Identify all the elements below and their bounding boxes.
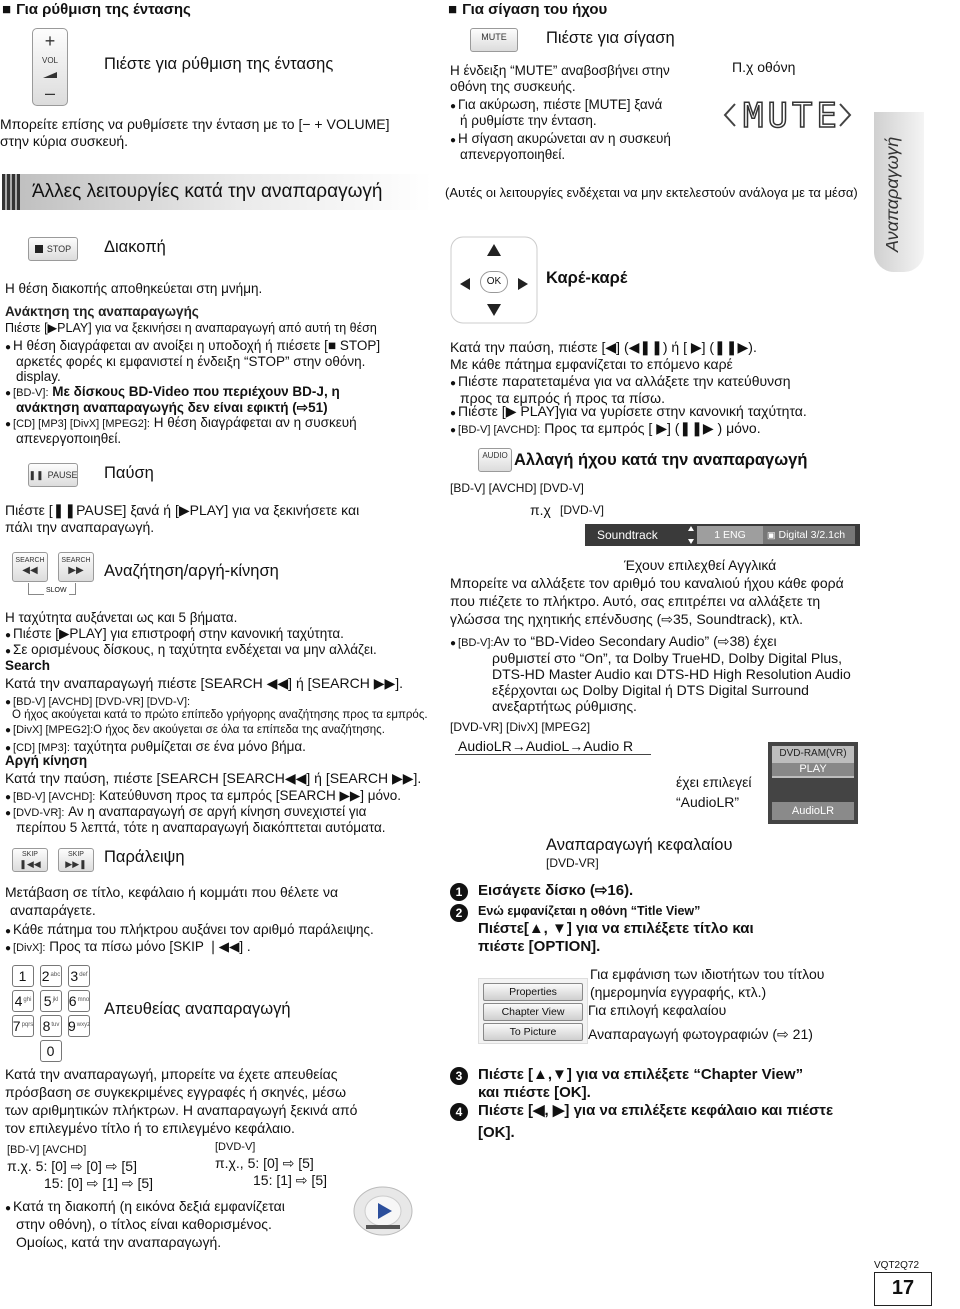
vol-label: VOL	[41, 56, 58, 66]
frame-title: Καρέ-καρέ	[546, 269, 628, 287]
stop-icon	[35, 245, 43, 253]
search-line-2: ● Πιέστε [▶PLAY] για επιστροφή στην κανονική ταχύτητα.	[5, 626, 344, 642]
osd-panel	[768, 742, 858, 824]
stop-line-7: ανάκτηση αναπαραγωγής δεν είναι εφικτή (⇨51)	[16, 400, 328, 415]
audio-line-8: ανεξαρτήτως ρύθμισης.	[492, 698, 637, 714]
pause-button[interactable]: ❚❚ PAUSE	[28, 463, 78, 487]
frame-line-4: προς τα εμπρός ή προς τα πίσω.	[460, 390, 665, 406]
volume-desc-2: στην κύρια συσκευή.	[0, 133, 129, 149]
soundtrack-format: ▣ Digital 3/2.1ch	[763, 526, 855, 544]
number-key[interactable]: 8 tuv	[40, 1015, 62, 1037]
direct-line-6: στην οθόνη), ο τίτλος είναι καθορισμένος.	[16, 1216, 272, 1232]
number-key[interactable]: 1	[12, 965, 34, 987]
chapter-step-3a: Πιέστε [▲,▼] για να επιλέξετε “Chapter View”	[478, 1066, 804, 1083]
chapter-desc-3: Για επιλογή κεφαλαίου	[588, 1002, 727, 1018]
side-tab-label: Αναπαραγωγή	[882, 136, 902, 252]
volume-desc-1: Μπορείτε επίσης να ρυθμίσετε την ένταση με το [− + VOLUME]	[0, 116, 390, 132]
skip-line-2: αναπαράγετε.	[10, 902, 96, 918]
search-line-11: ● [DVD-VR]: Αν η αναπαραγωγή σε αργή κίνηση συνεχιστεί για	[5, 804, 366, 820]
mute-line-5: ● Η σίγαση ακυρώνεται αν η συσκευή	[450, 131, 671, 147]
osd-audio: AudioLR	[772, 802, 854, 820]
step-number: 1	[450, 883, 468, 901]
slow-label: SLOW	[46, 587, 67, 594]
stop-line-9: απενεργοποιηθεί.	[16, 431, 122, 446]
audio-selected-1: έχει επιλεγεί	[676, 774, 752, 790]
soundtrack-label: Soundtrack	[597, 528, 658, 542]
pause-line-2: πάλι την αναπαραγωγή.	[5, 519, 155, 535]
audio-line-2: που πιέζετε το πλήκτρο. Αυτό, σας επιτρέπει να αλλάξετε τη	[450, 593, 821, 609]
search-line-10: ● [BD-V] [AVCHD]: Κατεύθυνση προς τα εμπρός [SEARCH ▶▶] μόνο.	[5, 788, 401, 804]
pause-title: Παύση	[104, 464, 154, 482]
stop-line-3: ● Η θέση διαγράφεται αν ανοίξει η υποδοχή ή πιέσετε [■ STOP]	[5, 338, 380, 354]
audio-caption: Έχουν επιλεχθεί Αγγλικά	[624, 557, 777, 573]
search-line-8: ● [CD] [MP3]: ταχύτητα ρυθμίζεται σε ένα μόνο βήμα.	[5, 739, 306, 755]
frame-line-2: Με κάθε πάτημα εμφανίζεται το επόμενο καρέ	[450, 356, 733, 372]
doc-code: VQT2Q72	[874, 1260, 920, 1271]
direct-example-left-2: 15: [0] ⇨ [1] ⇨ [5]	[44, 1175, 154, 1191]
chapter-step-3b: και πιέστε [OK].	[478, 1084, 591, 1101]
mute-line-6: απενεργοποιηθεί.	[460, 147, 566, 162]
chapter-step-1: Εισάγετε δίσκο (⇨16).	[478, 882, 634, 899]
audio-tags-2: [DVD-VR] [DivX] [MPEG2]	[450, 720, 591, 734]
audio-selected-2: “AudioLR”	[676, 794, 740, 810]
audio-line-7: εξέρχονται ως Dolby Digital ή DTS Digital Surround	[492, 682, 809, 698]
number-key[interactable]: 4 ghi	[12, 990, 34, 1012]
volume-title: Πιέστε για ρύθμιση της έντασης	[104, 55, 334, 73]
audio-example: π.χ	[530, 502, 551, 518]
search-heading: Search	[5, 658, 51, 673]
skip-line-3: ● Κάθε πάτημα του πλήκτρου αυξάνει τον αριθμό παράλειψης.	[5, 922, 374, 938]
slow-heading: Αργή κίνηση	[5, 753, 88, 768]
direct-line-7: Ομοίως, κατά την αναπαραγωγή.	[16, 1234, 222, 1250]
step-number: 2	[450, 904, 468, 922]
mute-title: Πιέστε για σίγαση	[546, 29, 675, 47]
fast-forward-icon: ▶▶	[68, 565, 84, 577]
frame-line-6: ● [BD-V] [AVCHD]: Προς τα εμπρός [ ▶] (❚❚▶ ) μόνο.	[450, 420, 761, 437]
direct-tag-right: [DVD-V]	[215, 1141, 256, 1153]
volume-ramp-icon	[43, 72, 57, 78]
audio-line-1: Μπορείτε να αλλάξετε τον αριθμό του καναλιού ήχου κάθε φορά	[450, 575, 844, 591]
stop-button[interactable]: STOP	[28, 237, 78, 261]
skip-back-button[interactable]: SKIP ❚◀◀	[12, 848, 48, 872]
mute-display-text: MUTE	[743, 96, 841, 136]
direct-tag-left: [BD-V] [AVCHD]	[7, 1144, 87, 1156]
step-number: 3	[450, 1067, 468, 1085]
audio-line-6: DTS-HD Master Audio και DTS-HD High Resolution Audio	[492, 666, 851, 682]
frame-line-3: ● Πιέστε παρατεταμένα για να αλλάξετε την κατεύθυνση	[450, 373, 791, 390]
chapter-desc-2: (ημερομηνία εγγραφής, κτλ.)	[590, 984, 767, 1000]
direct-line-2: πρόσβαση σε συγκεκριμένες εγγραφές ή σκηνές, μέσω	[5, 1084, 347, 1100]
volume-button[interactable]	[32, 28, 68, 106]
search-forward-button[interactable]: SEARCH ▶▶	[58, 552, 94, 582]
page-number: 17	[874, 1272, 932, 1306]
direct-line-1: Κατά την αναπαραγωγή, μπορείτε να έχετε απευθείας	[5, 1066, 338, 1082]
search-line-7: ● [DivX] [MPEG2]:Ο ήχος δεν ακούγεται σε όλα τα επίπεδα της αναζήτησης.	[5, 724, 385, 738]
number-key[interactable]: 5 jkl	[40, 990, 62, 1012]
menu-properties[interactable]: Properties	[483, 983, 583, 1001]
menu-chapter-view[interactable]: Chapter View	[483, 1003, 583, 1021]
side-tab	[874, 112, 924, 272]
osd-play: PLAY	[772, 763, 854, 776]
direct-example-left-1: π.χ. 5: [0] ⇨ [0] ⇨ [5]	[7, 1158, 137, 1174]
mute-button[interactable]: MUTE	[470, 28, 518, 52]
chapter-step-2a: Ενώ εμφανίζεται η οθόνη “Title View”	[478, 904, 701, 918]
direct-example-right-2: 15: [1] ⇨ [5]	[253, 1172, 327, 1188]
audio-button[interactable]: AUDIO	[478, 448, 512, 472]
chapter-desc-4: Αναπαραγωγή φωτογραφιών (⇨ 21)	[588, 1026, 813, 1042]
mute-line-1: Η ένδειξη “MUTE” αναβοσβήνει στην	[450, 63, 670, 78]
step-number: 4	[450, 1103, 468, 1121]
osd-top	[772, 746, 854, 778]
minus-icon: –	[44, 82, 55, 103]
skip-line-1: Μετάβαση σε τίτλο, κεφάλαιο ή κομμάτι που θέλετε να	[5, 884, 339, 900]
stop-line-2: Πιέστε [▶PLAY] για να ξεκινήσει η αναπαραγωγή από αυτή τη θέση	[5, 321, 377, 335]
direction-pad[interactable]	[450, 236, 538, 324]
pause-icon: ❚❚	[28, 469, 44, 480]
skip-forward-icon: ▶▶❚	[65, 858, 87, 869]
rewind-icon: ◀◀	[22, 565, 38, 577]
ok-button[interactable]: OK	[480, 271, 508, 293]
resume-heading: Ανάκτηση της αναπαραγωγής	[5, 304, 199, 319]
search-back-button[interactable]: SEARCH ◀◀	[12, 552, 48, 582]
banner-stripes	[2, 174, 20, 210]
search-line-5: ● [BD-V] [AVCHD] [DVD-VR] [DVD-V]:	[5, 693, 190, 709]
direct-line-5: ● Κατά τη διακοπή (η εικόνα δεξιά εμφανίζεται	[5, 1198, 285, 1215]
mute-header: ■ Για σίγαση του ήχου	[448, 1, 607, 19]
mute-line-2: οθόνη της συσκευής.	[450, 79, 576, 94]
number-key[interactable]: 0	[40, 1040, 62, 1062]
stop-title: Διακοπή	[104, 238, 166, 256]
chapter-step-2b: Πιέστε[▲, ▼] για να επιλέξετε τίτλο και	[478, 920, 754, 937]
chapter-desc-1: Για εμφάνιση των ιδιοτήτων του τίτλου	[590, 966, 825, 982]
skip-back-icon: ❚◀◀	[19, 858, 41, 869]
menu-to-picture[interactable]: To Picture	[483, 1023, 583, 1041]
chapter-step-4b: [OK].	[478, 1124, 515, 1141]
frame-line-5: ● Πιέστε [▶ PLAY]για να γυρίσετε στην κανονική ταχύτητα.	[450, 403, 807, 420]
mute-line-4: ή ρυθμίστε την ένταση.	[460, 113, 597, 128]
stop-line-6: ● [BD-V]: Με δίσκους BD-Video που περιέχουν BD-J, η	[5, 384, 340, 400]
number-key[interactable]: 2 abc	[40, 965, 62, 987]
audio-line-4: ● [BD-V]:Αν το “BD-Video Secondary Audio” (⇨38) έχει	[450, 633, 777, 650]
search-line-9: Κατά την παύση, πιέστε [SEARCH [SEARCH◀◀] ή [SEARCH ▶▶].	[5, 770, 422, 786]
option-menu	[478, 978, 588, 1044]
mute-display	[715, 88, 860, 142]
stop-line-1: Η θέση διακοπής αποθηκεύεται στη μνήμη.	[5, 281, 263, 296]
audio-cycle: AudioLR→AudioL→Audio R	[458, 738, 634, 754]
search-line-6: Ο ήχος ακούγεται κατά το πρώτο επίπεδο γρήγορης αναζήτησης προς τα εμπρός.	[12, 709, 428, 721]
chapter-step-4a: Πιέστε [◀, ▶] για να επιλέξετε κεφάλαιο και πιέστε	[478, 1102, 834, 1119]
section-title: Άλλες λειτουργίες κατά την αναπαραγωγή	[32, 181, 383, 202]
volume-header: ■ Για ρύθμιση της έντασης	[2, 1, 191, 19]
audio-title: Αλλαγή ήχου κατά την αναπαραγωγή	[514, 451, 808, 469]
search-line-12: περίπου 5 λεπτά, τότε η αναπαραγωγή διακόπτεται αυτόματα.	[16, 820, 386, 835]
direct-title: Απευθείας αναπαραγωγή	[104, 1000, 291, 1018]
section-banner	[2, 174, 432, 210]
skip-forward-button[interactable]: SKIP ▶▶❚	[58, 848, 94, 872]
chapter-tag: [DVD-VR]	[546, 856, 599, 870]
section-note: (Αυτές οι λειτουργίες ενδέχεται να μην εκτελεστούν ανάλογα με τα μέσα)	[445, 185, 858, 200]
soundtrack-bar	[585, 524, 860, 546]
stop-line-4: αρκετές φορές κι εμφανιστεί η ένδειξη “STOP” στην οθόνη.	[16, 354, 366, 369]
blu-ray-logo-image	[352, 1185, 414, 1237]
direct-example-right-1: π.χ., 5: [0] ⇨ [5]	[215, 1155, 314, 1171]
mute-example-label: Π.χ οθόνη	[732, 59, 796, 75]
skip-title: Παράλειψη	[104, 848, 185, 866]
audio-line-3: γλώσσα της ηχητικής επένδυσης (⇨35, Soundtrack), κτλ.	[450, 611, 804, 627]
chapter-title: Αναπαραγωγή κεφαλαίου	[546, 836, 733, 854]
audio-tags: [BD-V] [AVCHD] [DVD-V]	[450, 481, 584, 495]
soundtrack-arrows	[688, 526, 694, 544]
plus-icon: +	[44, 31, 56, 52]
search-title: Αναζήτηση/αργή-κίνηση	[104, 562, 279, 580]
audio-example-tag: [DVD-V]	[560, 503, 605, 517]
dolby-icon: ▣	[767, 529, 776, 540]
chapter-step-2c: πιέστε [OPTION].	[478, 938, 601, 955]
search-line-4: Κατά την αναπαραγωγή πιέστε [SEARCH ◀◀] ή [SEARCH ▶▶].	[5, 675, 404, 691]
search-line-1: Η ταχύτητα αυξάνεται ως και 5 βήματα.	[5, 610, 238, 625]
number-key[interactable]: 7 pqrs	[12, 1015, 34, 1037]
number-key[interactable]: 6 mno	[68, 990, 90, 1012]
number-key[interactable]: 9 wxyz	[68, 1015, 90, 1037]
number-key[interactable]: 3 def	[68, 965, 90, 987]
stop-line-5: display.	[16, 369, 61, 384]
audio-line-5: ρυθμιστεί στο “On”, τα Dolby TrueHD, Dolby Digital Plus,	[492, 650, 843, 666]
direct-line-3: των αριθμητικών πλήκτρων. Η αναπαραγωγή ξεκινά από	[5, 1102, 358, 1118]
audio-cycle-underline	[455, 754, 651, 755]
direct-line-4: τον επιλεγμένο τίτλο ή το επιλεγμένο κεφάλαιο.	[5, 1120, 295, 1136]
stop-line-8: ● [CD] [MP3] [DivX] [MPEG2]: Η θέση διαγράφεται αν η συσκευή	[5, 415, 357, 431]
frame-line-1: Κατά την παύση, πιέστε [◀] (◀❚❚) ή [ ▶] (❚❚▶).	[450, 339, 757, 355]
pause-line-1: Πιέστε [❚❚PAUSE] ξανά ή [▶PLAY] για να ξεκινήσετε και	[5, 502, 360, 518]
mute-line-3: ● Για ακύρωση, πιέστε [MUTE] ξανά	[450, 97, 662, 113]
skip-line-4: ● [DivX]: Προς τα πίσω μόνο [SKIP ❘◀◀] .	[5, 939, 251, 955]
soundtrack-language[interactable]: 1 ENG	[697, 526, 763, 544]
search-line-3: ● Σε ορισμένους δίσκους, η ταχύτητα ενδέχεται να μην αλλάζει.	[5, 642, 377, 658]
osd-head: DVD-RAM(VR)	[779, 748, 847, 759]
